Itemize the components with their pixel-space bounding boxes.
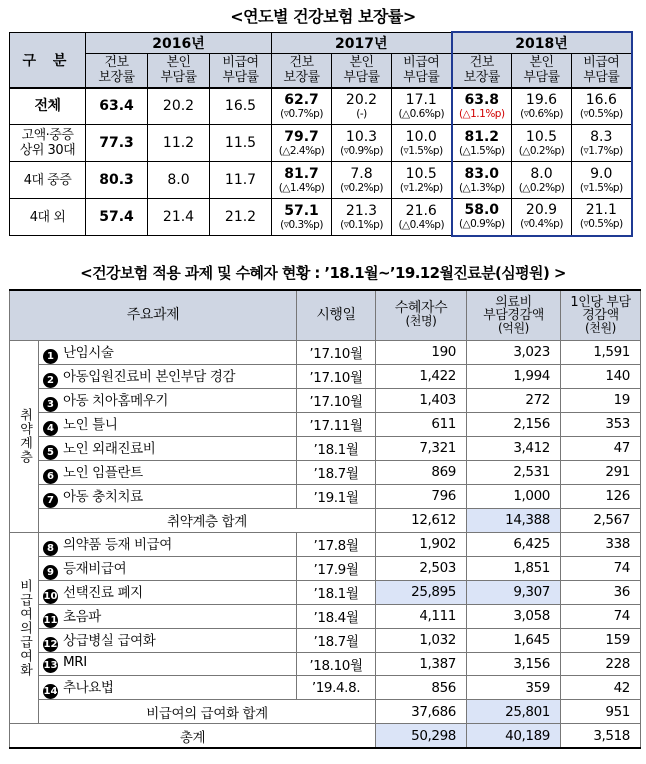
coverage-row (10, 162, 632, 199)
cell-value: 8.3 (590, 128, 613, 145)
cell-change: (▿0.5%p) (579, 107, 623, 120)
cell-change: (▿0.1%p) (340, 218, 383, 231)
cell-value: 8.0 (530, 165, 553, 182)
per-person-cell: 159 (561, 628, 641, 652)
task-name-cell (39, 580, 297, 604)
subtotal-label: 비급여의 급여화 합계 (39, 700, 376, 724)
beneficiaries-cell: 1,032 (376, 628, 467, 652)
subheader-line: 본인 (529, 55, 554, 71)
reduction-cell: 6,425 (467, 532, 561, 556)
per-person-cell: 47 (561, 436, 641, 460)
cell-value: 16.6 (585, 91, 617, 108)
year-2017-header: 2017년 (272, 32, 452, 54)
cell-2018 (572, 162, 632, 199)
number-bullet-icon: 5 (43, 445, 58, 460)
date-cell: ’18.1월 (297, 580, 376, 604)
cell-2018 (452, 125, 512, 162)
per-person-cell: 74 (561, 556, 641, 580)
year-header-row (10, 32, 632, 54)
subtotal-reduction: 14,388 (467, 508, 561, 532)
cell-2016: 11.7 (210, 162, 272, 199)
cell-2018 (512, 88, 572, 125)
beneficiaries-cell: 4,111 (376, 604, 467, 628)
task-name: 선택진료 폐지 (63, 584, 143, 601)
beneficiaries-header-line1: 수혜자수 (394, 300, 448, 317)
task-name-cell (39, 364, 297, 388)
task-name: 노인 틀니 (63, 416, 118, 433)
subheader-line: 본인 (349, 55, 374, 71)
cell-value: 20.2 (345, 91, 378, 108)
subheader-4 (332, 54, 392, 88)
cell-change: (△2.4%p) (278, 144, 325, 157)
grand-total-row (10, 724, 641, 748)
cell-change: (▿0.5%p) (579, 218, 623, 231)
task-name: 아동 치아홈메우기 (63, 392, 169, 409)
task-name-cell (39, 484, 297, 508)
number-bullet-icon: 3 (43, 397, 58, 412)
task-row (10, 460, 641, 484)
subtotal-per-person: 951 (561, 700, 641, 724)
cell-value: 9.0 (590, 165, 613, 182)
per-person-cell: 140 (561, 364, 641, 388)
subheader-line: 건보 (469, 55, 494, 71)
corner-header: 구 분 (10, 32, 86, 88)
task-name-cell (39, 388, 297, 412)
reduction-cell: 2,156 (467, 412, 561, 436)
beneficiaries-cell: 1,902 (376, 532, 467, 556)
cell-2017 (392, 162, 452, 199)
date-cell: ’17.9월 (297, 556, 376, 580)
cell-2017 (272, 199, 332, 236)
task-name: 등재비급여 (63, 560, 127, 577)
beneficiaries-cell: 7,321 (376, 436, 467, 460)
reduction-cell: 3,412 (467, 436, 561, 460)
task-name-cell (39, 412, 297, 436)
cell-2018 (572, 88, 632, 125)
per-person-header-line3: (천원) (585, 320, 616, 335)
cell-value: 81.2 (464, 128, 500, 145)
cell-value: 20.9 (525, 202, 558, 219)
date-cell: ’17.10월 (297, 340, 376, 364)
task-name: 노인 외래진료비 (63, 440, 156, 457)
cell-change: (△0.9%p) (458, 218, 505, 231)
reduction-cell: 359 (467, 676, 561, 700)
cell-2016: 21.4 (148, 199, 210, 236)
cell-change: (▿0.6%p) (520, 107, 563, 120)
task-name: MRI (63, 654, 87, 671)
subheader-0 (86, 54, 148, 88)
task-row (10, 340, 641, 364)
cell-value: 81.7 (284, 165, 319, 182)
cell-2017 (272, 88, 332, 125)
per-person-cell: 338 (561, 532, 641, 556)
cell-change: (△1.1%p) (458, 107, 505, 120)
task-name: 아동입원진료비 본인부담 경감 (63, 368, 236, 385)
beneficiaries-cell: 869 (376, 460, 467, 484)
beneficiaries-header (376, 290, 467, 340)
number-bullet-icon: 7 (43, 493, 58, 508)
reduction-cell: 3,156 (467, 652, 561, 676)
per-person-cell: 42 (561, 676, 641, 700)
cell-change: (△0.2%p) (518, 181, 565, 194)
cell-change: (△1.3%p) (458, 181, 505, 194)
cell-change: (▿1.7%p) (579, 144, 623, 157)
task-name-cell (39, 604, 297, 628)
coverage-row (10, 125, 632, 162)
task-header: 주요과제 (10, 290, 297, 340)
year-2016-header: 2016년 (86, 32, 272, 54)
subtotal-per-person: 2,567 (561, 508, 641, 532)
task-name-cell (39, 460, 297, 484)
subheader-line: 부담률 (583, 70, 620, 86)
reduction-cell: 1,645 (467, 628, 561, 652)
cell-value: 21.3 (345, 202, 378, 219)
row-label (10, 162, 86, 199)
number-bullet-icon: 12 (43, 638, 58, 650)
task-name-cell (39, 340, 297, 364)
cell-change: (△0.6%p) (398, 107, 445, 120)
subheader-5 (392, 54, 452, 88)
reduction-cell: 3,023 (467, 340, 561, 364)
cell-change: (▿1.2%p) (399, 181, 443, 194)
task-row (10, 604, 641, 628)
subheader-3 (272, 54, 332, 88)
cell-2017 (332, 125, 392, 162)
cell-change: (▿0.3%p) (280, 218, 323, 231)
task-row (10, 436, 641, 460)
reduction-cell: 3,058 (467, 604, 561, 628)
number-bullet-icon: 4 (43, 421, 58, 436)
subheader-2 (210, 54, 272, 88)
coverage-rate-title: <연도별 건강보험 보장률> (230, 7, 416, 26)
task-name: 난임시술 (63, 344, 114, 361)
year-2018-header: 2018년 (452, 32, 632, 54)
number-bullet-icon: 1 (43, 349, 58, 364)
number-bullet-icon: 8 (43, 541, 58, 556)
per-person-header-line1: 1인당 부담 (570, 294, 631, 310)
subtotal-reduction: 25,801 (467, 700, 561, 724)
subtotal-label: 취약계층 합계 (39, 508, 376, 532)
per-person-header (561, 290, 641, 340)
task-row (10, 484, 641, 508)
subheader-line: 비급여 (583, 55, 620, 71)
reduction-header-line3: (억원) (498, 320, 529, 335)
cell-2016: 80.3 (86, 162, 148, 199)
cell-value: 10.5 (525, 128, 558, 145)
cell-value: 62.7 (284, 91, 319, 108)
cell-change: (▿0.2%p) (340, 181, 383, 194)
date-cell: ’18.1월 (297, 436, 376, 460)
per-person-cell: 228 (561, 652, 641, 676)
number-bullet-icon: 14 (43, 686, 58, 698)
date-cell: ’17.8월 (297, 532, 376, 556)
task-row (10, 388, 641, 412)
cell-2017 (272, 162, 332, 199)
per-person-cell: 74 (561, 604, 641, 628)
date-cell: ’17.10월 (297, 388, 376, 412)
per-person-cell: 353 (561, 412, 641, 436)
task-row (10, 628, 641, 652)
date-cell: ’18.7월 (297, 628, 376, 652)
cell-2016: 11.2 (148, 125, 210, 162)
cell-change: (▿1.5%p) (399, 144, 443, 157)
cell-2017 (272, 125, 332, 162)
beneficiaries-cell: 190 (376, 340, 467, 364)
subheader-6 (452, 54, 512, 88)
subtotal-row (10, 700, 641, 724)
beneficiaries-table (9, 289, 641, 749)
cell-value: 10.0 (405, 128, 437, 145)
beneficiaries-title: <건강보험 적용 과제 및 수혜자 현황 : ’18.1월~’19.12월진료분(심평원) > (80, 264, 566, 282)
number-bullet-icon: 2 (43, 373, 58, 388)
number-bullet-icon: 11 (43, 614, 58, 626)
cell-change: (▿0.4%p) (520, 218, 563, 231)
date-cell: ’17.11월 (297, 412, 376, 436)
date-cell: ’19.1월 (297, 484, 376, 508)
row-label (10, 199, 86, 236)
number-bullet-icon: 6 (43, 469, 58, 484)
subheader-line: 보장률 (463, 70, 500, 86)
group-label-text: 비급여의급여화 (17, 578, 32, 677)
row-label (10, 88, 86, 125)
task-name-cell (39, 676, 297, 700)
cell-value: 21.6 (405, 202, 437, 219)
per-person-cell: 36 (561, 580, 641, 604)
reduction-header-line1: 의료비 (495, 294, 532, 310)
subheader-line: 본인 (166, 55, 191, 71)
cell-2017 (392, 125, 452, 162)
per-person-cell: 126 (561, 484, 641, 508)
subheader-7 (512, 54, 572, 88)
cell-2018 (512, 162, 572, 199)
subtotal-beneficiaries: 12,612 (376, 508, 467, 532)
cell-2017 (392, 88, 452, 125)
cell-change: (▿1.5%p) (579, 181, 623, 194)
cell-value: 58.0 (464, 202, 500, 219)
group-label (10, 340, 39, 532)
cell-2018 (452, 162, 512, 199)
subheader-8 (572, 54, 632, 88)
coverage-row (10, 199, 632, 236)
cell-2018 (512, 125, 572, 162)
reduction-header (467, 290, 561, 340)
task-name: 아동 충치치료 (63, 488, 143, 505)
beneficiaries-cell: 1,403 (376, 388, 467, 412)
coverage-rate-table (9, 31, 633, 237)
row-label-line: 전체 (34, 97, 61, 114)
task-name: 노인 임플란트 (63, 464, 143, 481)
grand-total-label: 총계 (10, 724, 376, 748)
row-label-line: 4대 외 (29, 209, 66, 225)
reduction-cell: 2,531 (467, 460, 561, 484)
cell-2016: 77.3 (86, 125, 148, 162)
cell-value: 63.8 (464, 91, 500, 108)
cell-value: 57.1 (284, 202, 319, 219)
cell-2018 (572, 125, 632, 162)
task-name-cell (39, 532, 297, 556)
subtotal-beneficiaries: 37,686 (376, 700, 467, 724)
sub-header-row (10, 54, 632, 88)
task-name: 초음파 (63, 608, 101, 625)
cell-change: (▿0.9%p) (340, 144, 383, 157)
beneficiaries-cell: 856 (376, 676, 467, 700)
subheader-line: 건보 (289, 55, 314, 71)
cell-2018 (512, 199, 572, 236)
task-row (10, 676, 641, 700)
cell-value: 19.6 (525, 91, 558, 108)
cell-2018 (452, 88, 512, 125)
cell-value: 10.5 (405, 165, 437, 182)
coverage-row (10, 88, 632, 125)
cell-2016: 8.0 (148, 162, 210, 199)
subheader-line: 부담률 (222, 70, 259, 86)
reduction-cell: 9,307 (467, 580, 561, 604)
subheader-line: 부담률 (523, 70, 560, 86)
cell-2016: 20.2 (148, 88, 210, 125)
subheader-line: 보장률 (98, 70, 135, 86)
cell-2016: 57.4 (86, 199, 148, 236)
group-label-text: 취약계층 (17, 408, 32, 464)
beneficiaries-header-row (10, 290, 641, 340)
subheader-line: 부담률 (160, 70, 197, 86)
cell-2016: 21.2 (210, 199, 272, 236)
cell-2016: 11.5 (210, 125, 272, 162)
beneficiaries-cell: 611 (376, 412, 467, 436)
cell-change: (△0.4%p) (398, 218, 445, 231)
date-header: 시행일 (297, 290, 376, 340)
cell-2017 (392, 199, 452, 236)
cell-2017 (332, 88, 392, 125)
cell-change: (▿0.7%p) (280, 107, 323, 120)
number-bullet-icon: 13 (43, 660, 58, 672)
subheader-line: 건보 (104, 55, 129, 71)
subheader-1 (148, 54, 210, 88)
reduction-cell: 272 (467, 388, 561, 412)
beneficiaries-header-line2: (천명) (405, 314, 437, 329)
task-name-cell (39, 628, 297, 652)
task-row (10, 532, 641, 556)
cell-change: (△1.5%p) (458, 144, 505, 157)
task-row (10, 580, 641, 604)
subheader-line: 비급여 (403, 55, 440, 71)
row-label (10, 125, 86, 162)
task-name-cell (39, 436, 297, 460)
cell-2017 (332, 162, 392, 199)
per-person-cell: 291 (561, 460, 641, 484)
per-person-cell: 1,591 (561, 340, 641, 364)
grand-total-reduction: 40,189 (467, 724, 561, 748)
reduction-cell: 1,851 (467, 556, 561, 580)
task-row (10, 556, 641, 580)
number-bullet-icon: 10 (43, 590, 58, 602)
cell-2016: 63.4 (86, 88, 148, 125)
reduction-cell: 1,000 (467, 484, 561, 508)
reduction-cell: 1,994 (467, 364, 561, 388)
cell-2018 (452, 199, 512, 236)
date-cell: ’19.4.8. (297, 676, 376, 700)
beneficiaries-cell: 1,422 (376, 364, 467, 388)
task-name: 추나요법 (63, 680, 114, 697)
cell-2017 (332, 199, 392, 236)
grand-total-beneficiaries: 50,298 (376, 724, 467, 748)
task-row (10, 412, 641, 436)
task-name-cell (39, 556, 297, 580)
reduction-header-line2: 부담경감액 (483, 307, 544, 323)
grand-total-per-person: 3,518 (561, 724, 641, 748)
cell-value: 10.3 (345, 128, 378, 145)
cell-2018 (572, 199, 632, 236)
cell-change: (△0.2%p) (518, 144, 565, 157)
date-cell: ’18.4월 (297, 604, 376, 628)
date-cell: ’18.7월 (297, 460, 376, 484)
cell-value: 21.1 (585, 202, 617, 219)
row-label-line: 상위 30대 (19, 143, 76, 158)
beneficiaries-cell: 25,895 (376, 580, 467, 604)
per-person-cell: 19 (561, 388, 641, 412)
number-bullet-icon: 9 (43, 565, 58, 580)
per-person-header-line2: 경감액 (582, 307, 619, 323)
group-label (10, 532, 39, 724)
subheader-line: 비급여 (222, 55, 259, 71)
beneficiaries-cell: 1,387 (376, 652, 467, 676)
subheader-line: 부담률 (403, 70, 440, 86)
subtotal-row (10, 508, 641, 532)
task-row (10, 364, 641, 388)
task-name-cell (39, 652, 297, 676)
task-name: 의약품 등재 비급여 (63, 536, 172, 553)
cell-value: 17.1 (405, 91, 437, 108)
beneficiaries-cell: 796 (376, 484, 467, 508)
cell-change: (-) (356, 107, 367, 120)
subheader-line: 부담률 (343, 70, 380, 86)
task-name: 상급병실 급여화 (63, 632, 156, 649)
cell-change: (△1.4%p) (278, 181, 325, 194)
cell-value: 79.7 (284, 128, 319, 145)
cell-2016: 16.5 (210, 88, 272, 125)
row-label-line: 고액·중증 (21, 128, 74, 143)
cell-value: 7.8 (350, 165, 373, 182)
date-cell: ’18.10월 (297, 652, 376, 676)
row-label-line: 4대 중증 (23, 172, 72, 188)
cell-value: 83.0 (464, 165, 500, 182)
subheader-line: 보장률 (283, 70, 320, 86)
date-cell: ’17.10월 (297, 364, 376, 388)
beneficiaries-cell: 2,503 (376, 556, 467, 580)
task-row (10, 652, 641, 676)
